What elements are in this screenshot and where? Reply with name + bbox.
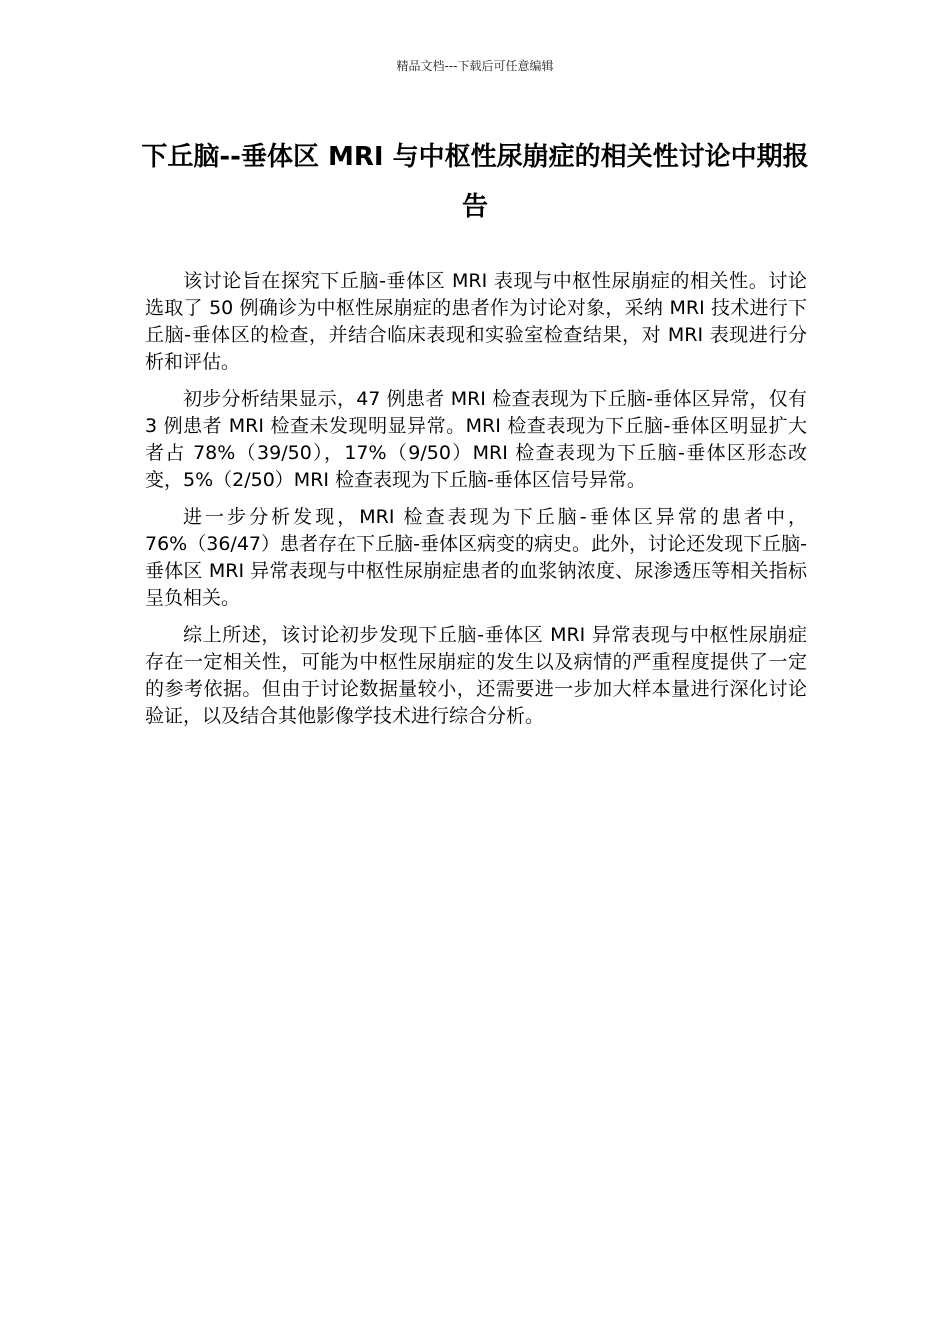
document-body <box>145 268 807 740</box>
paragraph-intro: 该讨论旨在探究下丘脑-垂体区 MRI 表现与中枢性尿崩症的相关性。讨论选取了 50 例确诊为中枢性尿崩症的患者作为讨论对象，采纳 MRI 技术进行下丘脑-垂体区的检查，并结合临床表现和实验室检查结果，对 MRI 表现进行分析和评估。 <box>145 270 807 373</box>
header-note: 精品文档---下载后可任意编辑 <box>396 59 554 73</box>
document-title: 下丘脑--垂体区 MRI 与中枢性尿崩症的相关性讨论中期报告 <box>141 142 809 222</box>
paragraph-further-analysis: 进一步分析发现，MRI 检查表现为下丘脑-垂体区异常的患者中，76%（36/47）患者存在下丘脑-垂体区病变的病史。此外，讨论还发现下丘脑-垂体区 MRI 异常表现与中枢性尿崩症患者的血浆钠浓度、尿渗透压等相关指标呈负相关。 <box>145 506 807 609</box>
paragraph-preliminary-results: 初步分析结果显示，47 例患者 MRI 检查表现为下丘脑-垂体区异常，仅有 3 例患者 MRI 检查未发现明显异常。MRI 检查表现为下丘脑-垂体区明显扩大者占 78%（39/50），17%（9/50）MRI 检查表现为下丘脑-垂体区形态改变，5%（2/50）MRI 检查表现为下丘脑-垂体区信号异常。 <box>145 388 807 491</box>
paragraph-conclusion: 综上所述，该讨论初步发现下丘脑-垂体区 MRI 异常表现与中枢性尿崩症存在一定相关性，可能为中枢性尿崩症的发生以及病情的严重程度提供了一定的参考依据。但由于讨论数据量较小，还需要进一步加大样本量进行深化讨论验证，以及结合其他影像学技术进行综合分析。 <box>145 624 807 727</box>
